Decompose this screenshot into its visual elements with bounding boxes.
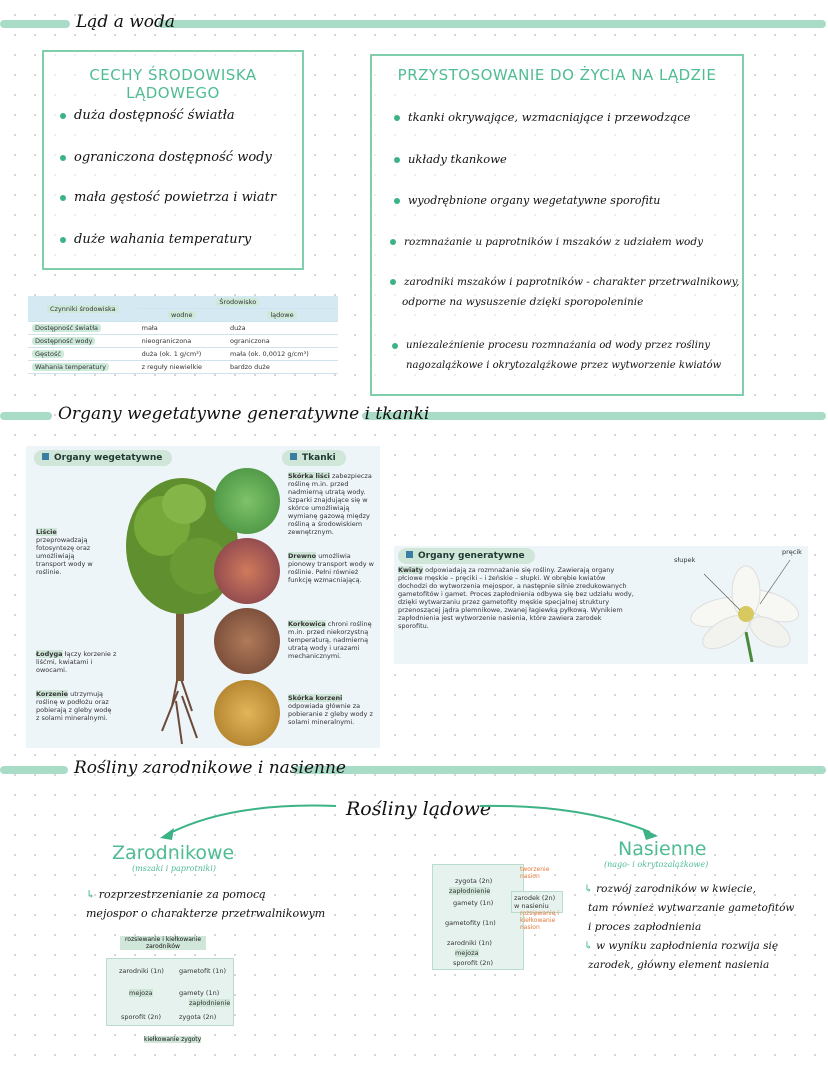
- cycle-label: zarodek (2n) w nasieniu: [511, 891, 563, 913]
- section-rule: [158, 20, 826, 28]
- list-item: uniezależnienie procesu rozmnażania od wody przez rośliny: [392, 340, 710, 351]
- cycle-label: zygota (2n): [179, 1013, 217, 1021]
- skorka-text: Skórka liści zabezpiecza roślinę m.in. przed nadmierną utratą wody. Szparki znajdujące się w skórce umożliwiają wymianę gazową między rośliną a środowiskiem zewnętrznym.: [288, 472, 372, 536]
- section-title: Organy wegetatywne generatywne i tkanki: [58, 404, 430, 424]
- zarodnikowe-title: Zarodnikowe: [112, 842, 235, 864]
- skorka-korzeni-image: [214, 680, 280, 746]
- cechy-box: [42, 50, 304, 270]
- cycle-label: zarodniki (1n): [447, 939, 492, 947]
- cycle-label: mejoza: [129, 989, 153, 997]
- list-item: mała gęstość powietrza i wiatr: [60, 190, 276, 205]
- korkowica-image: [214, 608, 280, 674]
- lodyga-text: Łodyga łączy korzenie z liśćmi, kwiatami i owocami.: [36, 650, 117, 674]
- cycle-label: zarodniki (1n): [119, 967, 164, 975]
- table-row: Gęstość duża (ok. 1 g/cm³) mała (ok. 0,0012 g/cm³): [28, 348, 338, 361]
- slupek-label: słupek: [674, 556, 696, 564]
- nasienne-title: Nasienne: [618, 838, 707, 860]
- section-rule: [292, 766, 826, 774]
- cycle-label: zapłodnienie: [189, 999, 231, 1007]
- precik-label: pręcik: [782, 548, 802, 556]
- table-row: Dostępność wody nieograniczona ograniczona: [28, 335, 338, 348]
- cycle-label: gamety (1n): [179, 989, 220, 997]
- organy-wegetatywne-tag: Organy wegetatywne: [34, 450, 172, 466]
- korkowica-text: Korkowica chroni roślinę m.in. przed niekorzystną temperaturą, nadmierną utratą wody i urazami mechanicznymi.: [288, 620, 372, 660]
- cycle-label: mejoza: [455, 949, 479, 957]
- nasienne-text: ↳ rozwój zarodników w kwiecie, tam również wytwarzanie gametofitów i proces zapłodnienia ↳ w wyniku zapłodnienia rozwija się zarodek, główny element nasienia: [584, 883, 795, 971]
- organy-generatywne-tag: Organy generatywne: [398, 548, 535, 564]
- zarodnikowe-subtitle: (mszaki i paprotniki): [132, 864, 216, 873]
- drewno-image: [214, 538, 280, 604]
- section-title: Ląd a woda: [76, 12, 176, 32]
- list-item: układy tkankowe: [394, 152, 507, 166]
- section-rule: [0, 412, 52, 420]
- generatywne-text: Kwiaty odpowiadają za rozmnażanie się rośliny. Zawierają organy płciowe męskie – pręciki – i żeńskie – słupki. W obrębie kwiatów dochodzi do wytworzenia mejospor, a następnie silnie zredukowanych gametofitów i gamet. Proces zapłodnienia odbywa się bez udziału wody, dzięki wytwarzaniu przez gametofity męskie specjalnej struktury przenoszącej jądra plemnikowe, zwanej łagiewką pyłkową. Wynikiem zapłodnienia jest wytworzenie nasienia, które zawiera zarodek sporofitu.: [398, 566, 634, 630]
- list-item-cont: nagozalążkowe i okrytozalążkowe przez wytworzenie kwiatów: [406, 360, 722, 371]
- branch-arrows: [150, 796, 670, 846]
- list-item: rozmnażanie u paprotników i mszaków z udziałem wody: [390, 236, 703, 248]
- cycle-label: sporofit (2n): [121, 1013, 162, 1021]
- spore-cycle-diagram: [106, 958, 234, 1026]
- korzen-text: Korzenie utrzymują roślinę w podłożu oraz pobierają z gleby wodę z solami mineralnymi.: [36, 690, 112, 722]
- seed-cycle-tworzenie: tworzenie nasion: [520, 866, 550, 880]
- przystosowanie-title: PRZYSTOSOWANIE DO ŻYCIA NA LĄDZIE: [397, 66, 717, 84]
- cechy-title: CECHY ŚRODOWISKA LĄDOWEGO: [89, 66, 257, 102]
- section-rule: [0, 20, 70, 28]
- list-item-cont: odporne na wysuszenie dzięki sporopoleninie: [402, 296, 644, 308]
- cycle-label: sporofit (2n): [453, 959, 494, 967]
- lisc-text: Liście przeprowadzają fotosyntezę oraz umożliwiają transport wody w roślinie.: [36, 528, 93, 576]
- list-item: duża dostępność światła: [60, 108, 235, 123]
- drewno-text: Drewno umożliwia pionowy transport wody w roślinie. Pełni również funkcję wzmacniającą.: [288, 552, 374, 584]
- cycle-label: zapłodnienie: [449, 887, 491, 895]
- skorka-korzeni-text: Skórka korzeni odpowiada głównie za pobieranie z gleby wody z solami mineralnymi.: [288, 694, 373, 726]
- cycle-label: gamety (1n): [453, 899, 494, 907]
- spore-cycle-bottom: kiełkowanie zygoty: [144, 1036, 202, 1043]
- generatywne-panel: [394, 546, 808, 664]
- seed-cycle-rozsiewanie: rozsiewanie i kiełkowanie nasion: [520, 910, 559, 931]
- section-rule: [0, 766, 68, 774]
- rosliny-ladowe-title: Rośliny lądowe: [346, 798, 492, 820]
- table-row: Dostępność światła mała duża: [28, 322, 338, 335]
- section-title: Rośliny zarodnikowe i nasienne: [74, 758, 346, 778]
- spore-cycle-top: rozsiewanie i kiełkowanie zarodników: [120, 936, 206, 950]
- cycle-label: gametofit (1n): [179, 967, 227, 975]
- flower-illustration: [670, 552, 806, 662]
- zarodnikowe-text: ↳ rozprzestrzenianie za pomocą mejospor o charakterze przetrwalnikowym: [86, 888, 326, 920]
- list-item: duże wahania temperatury: [60, 232, 251, 247]
- organy-panel: [26, 446, 380, 748]
- section-rule: [362, 412, 826, 420]
- cycle-label: zygota (2n): [455, 877, 493, 885]
- list-item: zarodniki mszaków i paprotników - charakter przetrwalnikowy,: [390, 276, 740, 288]
- table-row: Wahania temperatury z reguły niewielkie bardzo duże: [28, 361, 338, 374]
- tkanki-tag: Tkanki: [282, 450, 346, 466]
- environment-table: Czynniki środowiska Środowisko wodne lądowe Dostępność światła mała duża Dostępność wody nieograniczona ograniczona Gęstość duża (ok. 1 g/cm³) mała (ok. 0,0012 g/cm³) Wahania temperatury z reguły niewielkie bardzo duże: [28, 296, 338, 374]
- list-item: tkanki okrywające, wzmacniające i przewodzące: [394, 110, 690, 124]
- list-item: ograniczona dostępność wody: [60, 150, 272, 165]
- skorka-image: [214, 468, 280, 534]
- nasienne-subtitle: (nago- i okrytozalążkowe): [604, 860, 709, 869]
- cycle-label: gametofity (1n): [445, 919, 496, 927]
- przystosowanie-box: [370, 54, 744, 396]
- list-item: wyodrębnione organy wegetatywne sporofitu: [394, 194, 660, 207]
